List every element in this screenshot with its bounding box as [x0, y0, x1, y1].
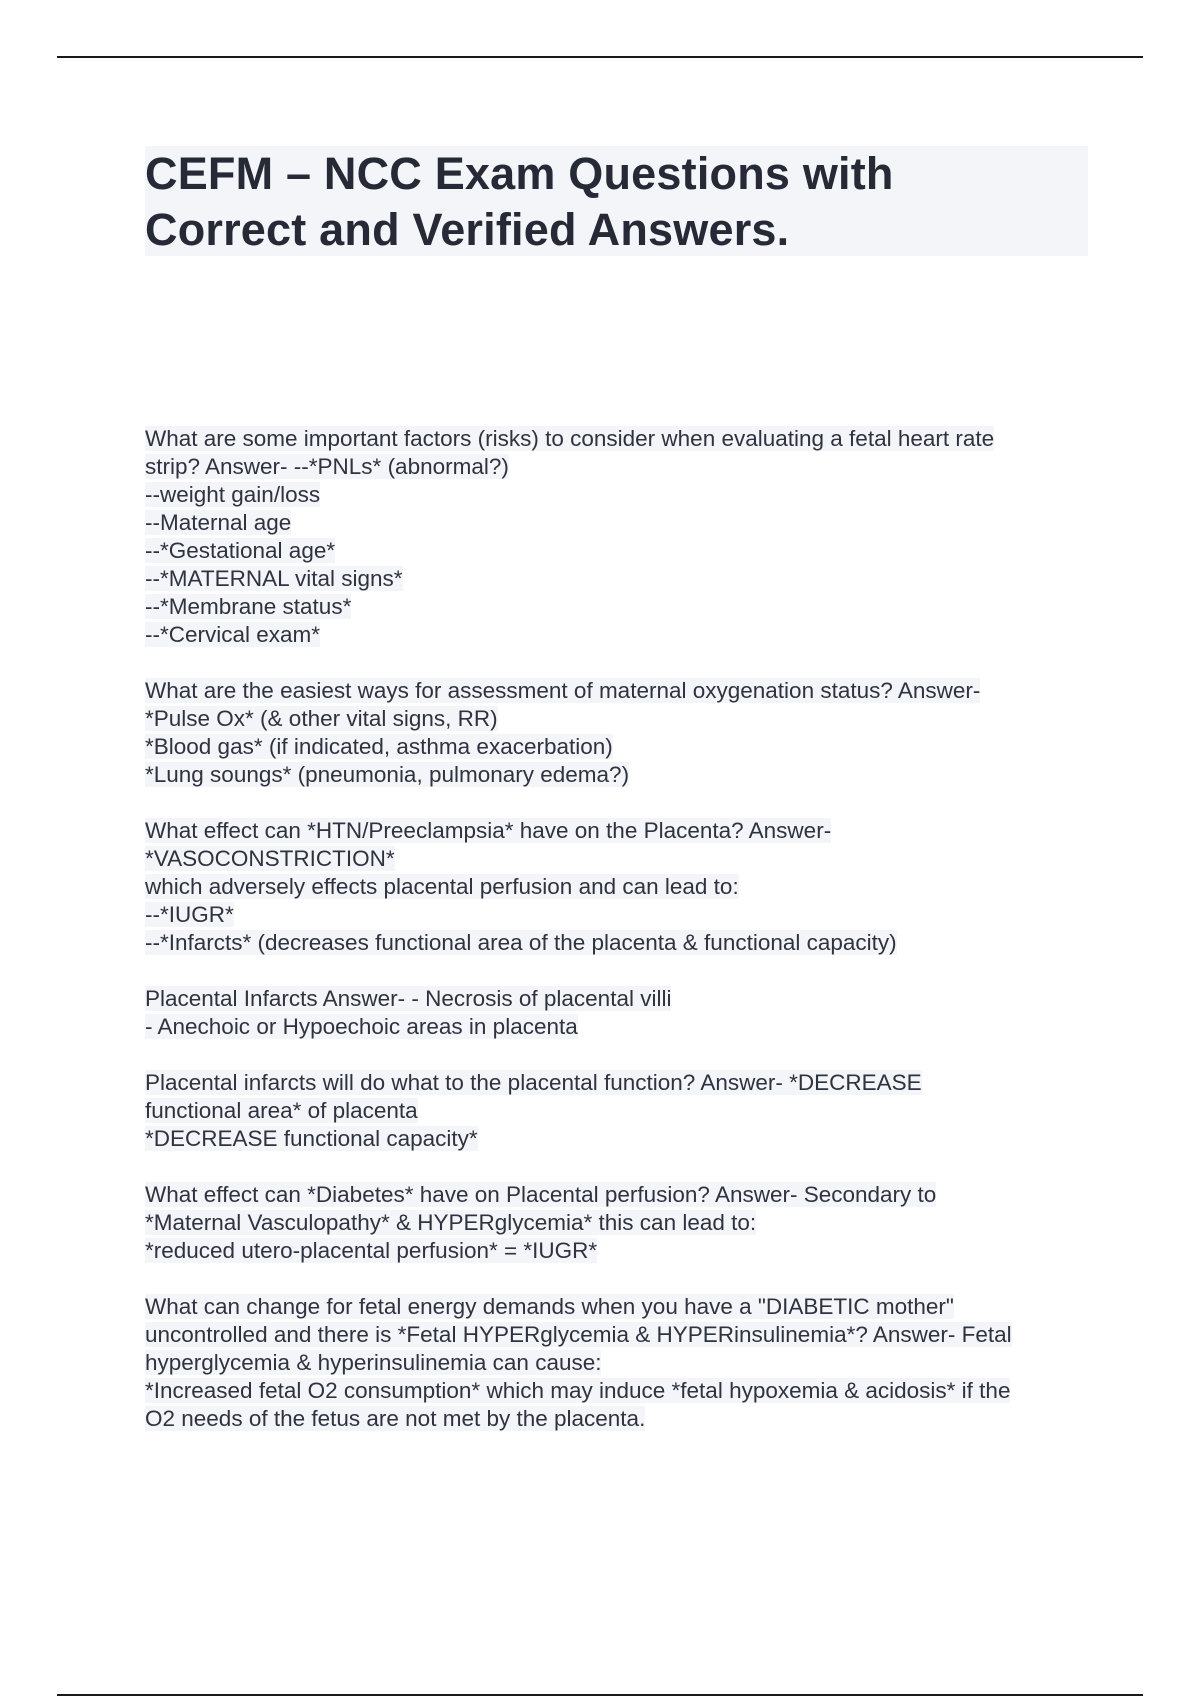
qa-text-line: What can change for fetal energy demands when you have a "DIABETIC mother": [145, 1294, 954, 1319]
qa-text-line: O2 needs of the fetus are not met by the placenta.: [145, 1406, 646, 1431]
qa-item: [145, 677, 1085, 789]
qa-text-line: strip? Answer- --*PNLs* (abnormal?): [145, 454, 509, 479]
qa-text-line: What effect can *Diabetes* have on Placental perfusion? Answer- Secondary to: [145, 1182, 937, 1207]
bottom-rule: [57, 1694, 1143, 1696]
qa-item: [145, 817, 1085, 957]
qa-text-line: - Anechoic or Hypoechoic areas in placenta: [145, 1014, 578, 1039]
qa-text-line: which adversely effects placental perfusion and can lead to:: [145, 874, 739, 899]
qa-text-line: What effect can *HTN/Preeclampsia* have on the Placenta? Answer-: [145, 818, 832, 843]
qa-text-line: --Maternal age: [145, 510, 292, 535]
qa-item: [145, 1293, 1085, 1433]
qa-text-line: *Increased fetal O2 consumption* which may induce *fetal hypoxemia & acidosis* if the: [145, 1378, 1011, 1403]
qa-text-line: *VASOCONSTRICTION*: [145, 846, 395, 871]
qa-text-line: *Maternal Vasculopathy* & HYPERglycemia* this can lead to:: [145, 1210, 757, 1235]
qa-list: [145, 425, 1085, 1461]
qa-text-line: *Pulse Ox* (& other vital signs, RR): [145, 706, 498, 731]
qa-item: [145, 1069, 1085, 1153]
qa-text-line: --*MATERNAL vital signs*: [145, 566, 403, 591]
qa-text-line: --*IUGR*: [145, 902, 234, 927]
qa-text-line: --weight gain/loss: [145, 482, 321, 507]
qa-text-line: functional area* of placenta: [145, 1098, 418, 1123]
qa-text-line: What are the easiest ways for assessment of maternal oxygenation status? Answer-: [145, 678, 981, 703]
qa-text-line: --*Cervical exam*: [145, 622, 321, 647]
qa-text-line: *DECREASE functional capacity*: [145, 1126, 478, 1151]
qa-text-line: --*Gestational age*: [145, 538, 336, 563]
qa-text-line: --*Membrane status*: [145, 594, 352, 619]
qa-text-line: *Lung soungs* (pneumonia, pulmonary edema?): [145, 762, 630, 787]
qa-item: [145, 985, 1085, 1041]
qa-text-line: Placental infarcts will do what to the placental function? Answer- *DECREASE: [145, 1070, 922, 1095]
qa-text-line: What are some important factors (risks) to consider when evaluating a fetal heart rate: [145, 426, 995, 451]
qa-text-line: --*Infarcts* (decreases functional area of the placenta & functional capacity): [145, 930, 897, 955]
qa-text-line: *reduced utero-placental perfusion* = *IUGR*: [145, 1238, 598, 1263]
qa-item: [145, 425, 1085, 649]
title-line-2: Correct and Verified Answers.: [145, 204, 790, 255]
qa-text-line: hyperglycemia & hyperinsulinemia can cause:: [145, 1350, 602, 1375]
qa-text-line: *Blood gas* (if indicated, asthma exacerbation): [145, 734, 613, 759]
document-title: [145, 146, 1088, 256]
top-rule: [57, 56, 1143, 58]
qa-item: [145, 1181, 1085, 1265]
qa-text-line: Placental Infarcts Answer- - Necrosis of placental villi: [145, 986, 672, 1011]
qa-text-line: uncontrolled and there is *Fetal HYPERglycemia & HYPERinsulinemia*? Answer- Fetal: [145, 1322, 1012, 1347]
title-line-1: CEFM – NCC Exam Questions with: [145, 148, 894, 199]
